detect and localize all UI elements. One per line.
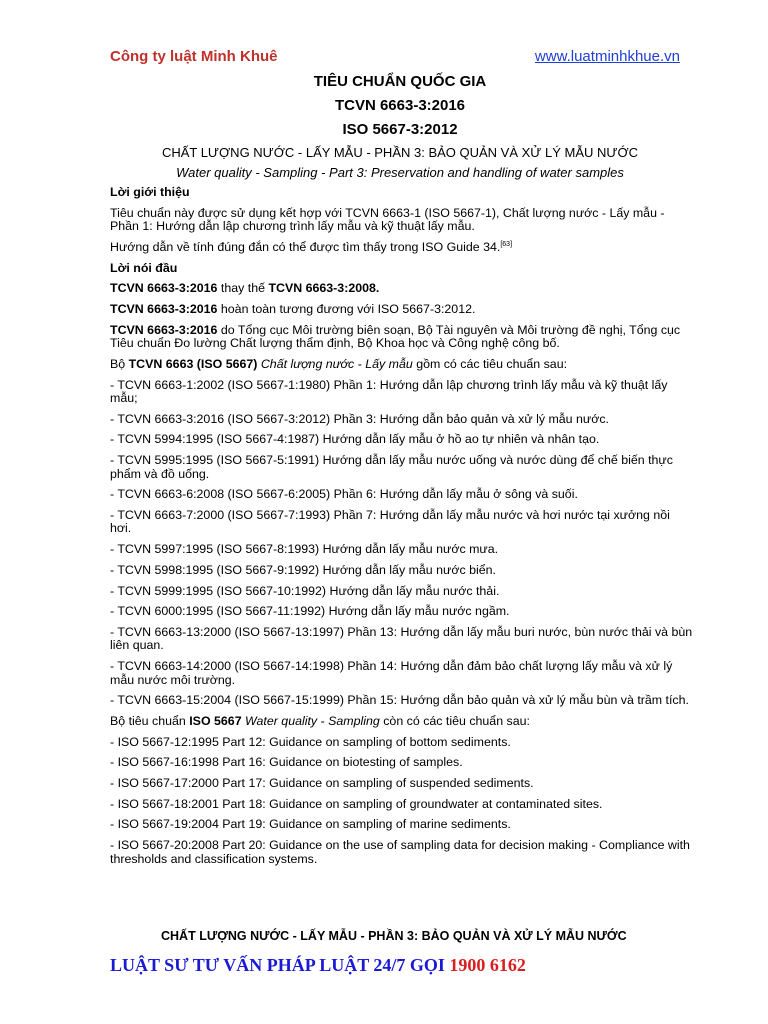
list-item: - TCVN 6663-6:2008 (ISO 5667-6:2005) Phần 6: Hướng dẫn lấy mẫu ở sông và suối. [110,487,578,502]
foreword-text: thay thế [217,281,269,296]
foreword-heading: Lời nói đầu [110,260,178,275]
list-item: - ISO 5667-19:2004 Part 19: Guidance on sampling of marine sediments. [110,817,511,832]
footer-hotline-ad [110,955,526,976]
list-item: - TCVN 5998:1995 (ISO 5667-9:1992) Hướng dẫn lấy mẫu nước biển. [110,562,496,577]
list-item: - ISO 5667-12:1995 Part 12: Guidance on sampling of bottom sediments. [110,734,511,749]
intro-heading: Lời giới thiệu [110,185,190,199]
foreword-text: Bộ [110,356,129,371]
list-item: - TCVN 5999:1995 (ISO 5667-10:1992) Hướng dẫn lấy mẫu nước thải. [110,583,500,598]
foreword-text: hoàn toàn tương đương với ISO 5667-3:2012. [217,301,476,316]
doc-title-tcvn: TCVN 6663-3:2016 [334,97,466,114]
list-item: - TCVN 6663-14:2000 (ISO 5667-14:1998) Phần 14: Hướng dẫn đảm bảo chất lượng lấy mẫu và xử lý mẫu nước môi trường. [110,659,673,687]
series-title: Chất lượng nước - Lấy mẫu [257,356,413,371]
reference-marker: [63] [500,240,513,248]
standard-code: ISO 5667 [189,713,242,728]
standard-code: TCVN 6663-3:2016 [110,322,218,337]
page-header [110,48,680,68]
hotline-text: LUẬT SƯ TƯ VẤN PHÁP LUẬT 24/7 GỌI [110,955,450,975]
list-item: - TCVN 6663-7:2000 (ISO 5667-7:1993) Phần 7: Hướng dẫn lấy mẫu nước và hơi nước tại xưởng nồi hơi. [110,507,670,536]
foreword-line-1 [110,282,693,296]
list-item: - TCVN 5994:1995 (ISO 5667-4:1987) Hướng dẫn lấy mẫu ở hồ ao tự nhiên và nhân tạo. [110,432,600,447]
website-link[interactable]: www.luatminhkhue.vn [534,48,680,65]
list-item: - TCVN 6663-1:2002 (ISO 5667-1:1980) Phần 1: Hướng dẫn lập chương trình lấy mẫu và kỹ thuật lấy mẫu; [110,377,668,405]
list-item: - TCVN 6663-15:2004 (ISO 5667-15:1999) Phần 15: Hướng dẫn bảo quản và xử lý mẫu bùn và trầm tích. [110,693,689,708]
doc-title-iso: ISO 5667-3:2012 [342,121,458,138]
list-item: - ISO 5667-18:2001 Part 18: Guidance on sampling of groundwater at contaminated sites. [110,796,603,811]
list-item: - TCVN 5997:1995 (ISO 5667-8:1993) Hướng dẫn lấy mẫu nước mưa. [110,542,499,557]
list-item: - ISO 5667-20:2008 Part 20: Guidance on the use of sampling data for decision making - Compliance with thresholds and classification systems. [110,838,690,866]
standard-code: TCVN 6663-3:2016 [110,281,218,296]
list-item: - TCVN 5995:1995 (ISO 5667-5:1991) Hướng dẫn lấy mẫu nước uống và nước dùng để chế biến thực phẩm và đồ uống. [110,453,673,481]
intro-paragraph-1: Tiêu chuẩn này được sử dụng kết hợp với TCVN 6663-1 (ISO 5667-1), Chất lượng nước - Lấy mẫu - Phần 1: Hướng dẫn lập chương trình lấy mẫu và kỹ thuật lấy mẫu. [110,205,665,234]
foreword-text: gồm có các tiêu chuẩn sau: [412,356,568,371]
list-item: - ISO 5667-17:2000 Part 17: Guidance on sampling of suspended sediments. [110,776,534,790]
footer-section-title: CHẤT LƯỢNG NƯỚC - LẤY MẪU - PHẦN 3: BẢO QUẢN VÀ XỬ LÝ MẪU NƯỚC [161,929,627,943]
foreword-text: do Tổng cục Môi trường biên soạn, Bộ Tài nguyên và Môi trường đề nghị, Tổng cục Tiêu chuẩn Đo lường Chất lượng thẩm định, Bộ Khoa học và Công nghệ công bố. [110,322,681,351]
standard-code: TCVN 6663-3:2016 [110,301,218,316]
foreword-line-2 [110,303,693,317]
iso-intro-text: còn có các tiêu chuẩn sau: [379,713,530,728]
list-item: - ISO 5667-16:1998 Part 16: Guidance on biotesting of samples. [110,755,463,770]
document-body [110,186,693,873]
doc-subtitle-en: Water quality - Sampling - Part 3: Preservation and handling of water samples [176,165,624,180]
list-item: - TCVN 6000:1995 (ISO 5667-11:1992) Hướng dẫn lấy mẫu nước ngầm. [110,604,510,619]
hotline-phone[interactable]: 1900 6162 [449,955,526,975]
intro-paragraph-2-text: Hướng dẫn về tính đúng đắn có thể được tìm thấy trong ISO Guide 34. [110,239,501,254]
doc-subtitle-vn: CHẤT LƯỢNG NƯỚC - LẤY MẪU - PHẦN 3: BẢO QUẢN VÀ XỬ LÝ MẪU NƯỚC [161,145,639,160]
iso-intro-line [110,715,693,729]
foreword-line-3 [110,324,693,351]
list-item: - TCVN 6663-3:2016 (ISO 5667-3:2012) Phần 3: Hướng dẫn bảo quản và xử lý mẫu nước. [110,411,609,426]
standard-code: TCVN 6663-3:2008. [268,281,380,296]
company-name: Công ty luật Minh Khuê [110,48,278,65]
list-item: - TCVN 6663-13:2000 (ISO 5667-13:1997) Phần 13: Hướng dẫn lấy mẫu buri nước, bùn nước thải và bùn liên quan. [110,624,693,653]
doc-title-national-standard: TIÊU CHUẨN QUỐC GIA [313,73,487,90]
intro-paragraph-2 [110,241,693,255]
series-title: Water quality - Sampling [241,713,380,728]
standard-code: TCVN 6663 (ISO 5667) [128,356,258,371]
iso-intro-text: Bộ tiêu chuẩn [110,713,190,728]
foreword-line-4 [110,358,693,372]
